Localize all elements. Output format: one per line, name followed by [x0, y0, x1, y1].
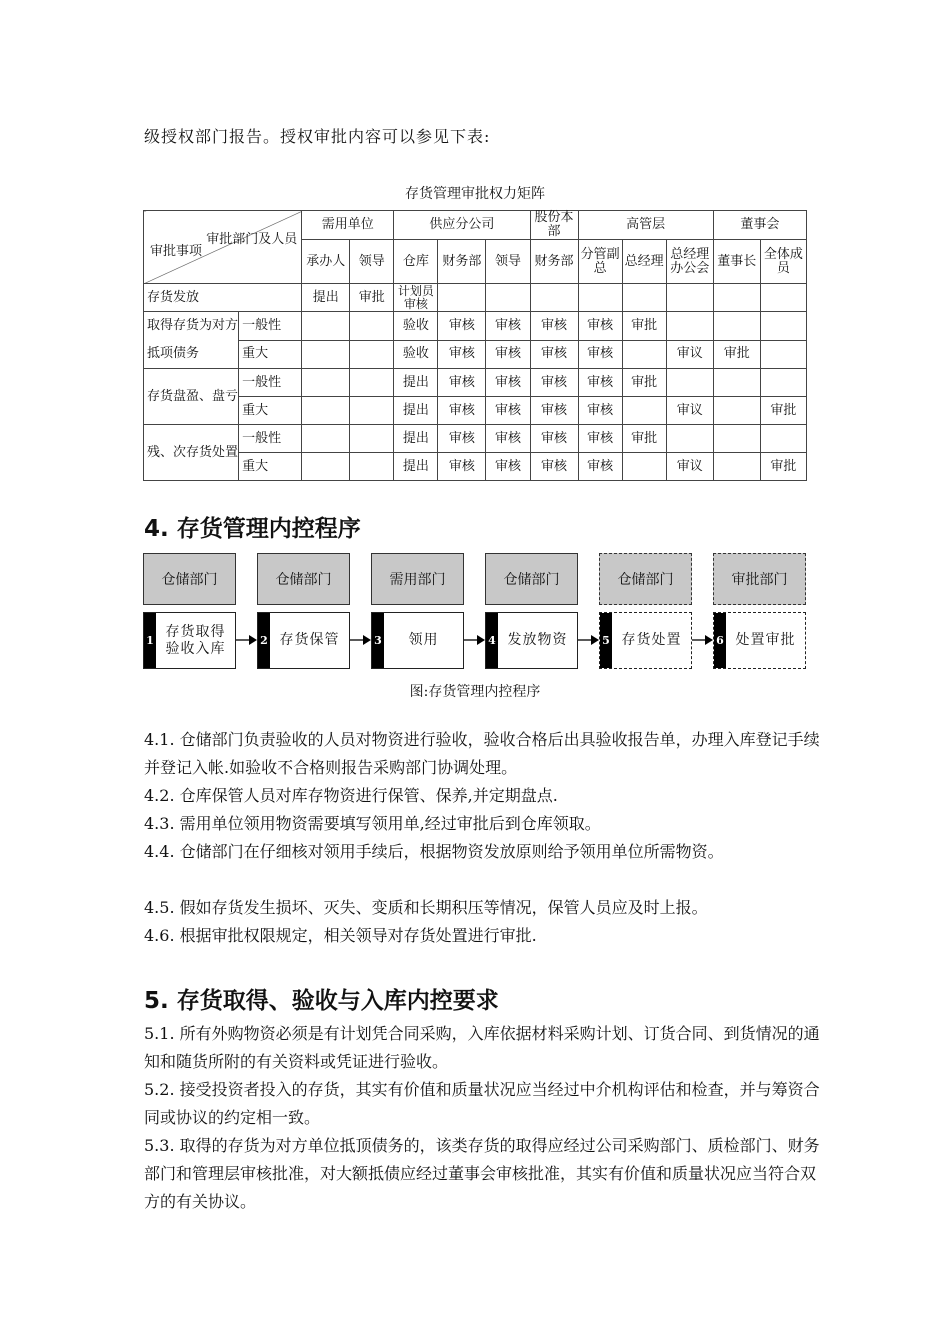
dept-box: 仓储部门: [257, 553, 350, 605]
table-cell: [438, 284, 486, 312]
group-header: 董事会: [713, 211, 806, 240]
table-cell: [713, 453, 760, 481]
column-header: 董事长: [713, 240, 760, 284]
table-cell: [486, 284, 530, 312]
table-cell: 审核: [578, 340, 622, 369]
table-cell: 审核: [438, 397, 486, 425]
table-cell: [760, 340, 806, 369]
table-cell: 审核: [578, 453, 622, 481]
step-number: 4: [486, 613, 498, 668]
table-cell: 审核: [578, 369, 622, 397]
step-label: 存货处置: [621, 632, 682, 648]
arrow-right-icon: [350, 633, 371, 647]
table-cell: 审核: [486, 425, 530, 453]
flow-step-3: [371, 612, 464, 669]
table-cell: 审核: [486, 312, 530, 341]
step-label: 领用: [408, 632, 439, 648]
table-cell: [666, 369, 713, 397]
item-cell: 存货盘盈、盘亏: [144, 369, 239, 425]
paragraph: 4.5. 假如存货发生损坏、灭失、变质和长期积压等情况，保管人员应及时上报。: [144, 898, 708, 917]
section-4-heading: 4. 存货管理内控程序: [144, 516, 361, 542]
arrow-right-icon: [578, 633, 599, 647]
group-header: 需用单位: [302, 211, 394, 240]
intro-text: 级授权部门报告。授权审批内容可以参见下表:: [144, 127, 491, 146]
paragraph: 4.3. 需用单位领用物资需要填写领用单,经过审批后到仓库领取。: [144, 814, 601, 833]
table-cell: 验收: [394, 312, 438, 341]
table-cell: 审核: [438, 425, 486, 453]
table-cell: [622, 340, 666, 369]
table-cell: [713, 425, 760, 453]
table-cell: [302, 453, 350, 481]
table-cell: 审核: [530, 453, 578, 481]
table-cell: 审核: [486, 397, 530, 425]
table-cell: [666, 425, 713, 453]
step-number: 3: [372, 613, 384, 668]
paragraph: 4.2. 仓库保管人员对库存物资进行保管、保养,并定期盘点.: [144, 786, 558, 805]
table-cell: 审核: [578, 312, 622, 341]
table-cell: [760, 369, 806, 397]
table-cell: [622, 284, 666, 312]
item-cell: 存货发放: [144, 284, 302, 312]
group-header: 高管层: [578, 211, 713, 240]
table-cell: [713, 369, 760, 397]
table-cell: [350, 453, 394, 481]
table-cell: [622, 453, 666, 481]
table-cell: 审核: [486, 369, 530, 397]
table-cell: [666, 284, 713, 312]
table-cell: 审批: [713, 340, 760, 369]
table-cell: 审核: [486, 340, 530, 369]
step-number: 5: [600, 613, 612, 668]
column-header: 全体成员: [760, 240, 806, 284]
dept-box: 仓储部门: [143, 553, 236, 605]
corner-bottom-label: 审批事项: [150, 244, 203, 259]
table-cell: 审批: [622, 425, 666, 453]
table-cell: [713, 397, 760, 425]
level-cell: 一般性: [239, 369, 302, 397]
corner-top-label: 审批部门及人员: [206, 232, 298, 247]
step-label: 存货取得验收入库: [165, 623, 226, 657]
column-header: 财务部: [438, 240, 486, 284]
table-corner-cell: [144, 211, 302, 284]
step-number: 6: [714, 613, 726, 668]
dept-box: 仓储部门: [599, 553, 692, 605]
level-cell: 重大: [239, 340, 302, 369]
table-cell: 审批: [350, 284, 394, 312]
column-header: 总经理: [622, 240, 666, 284]
table-cell: 审核: [438, 369, 486, 397]
column-header: 领导: [350, 240, 394, 284]
table-cell: [760, 425, 806, 453]
step-label: 存货保管: [279, 632, 340, 648]
column-header: 分管副总: [578, 240, 622, 284]
table-cell: 提出: [302, 284, 350, 312]
column-header: 领导: [486, 240, 530, 284]
table-cell: 计划员审核: [394, 284, 438, 312]
paragraph: 5.2. 接受投资者投入的存货，其实有价值和质量状况应当经过中介机构评估和检查，并与筹资合同或协议的约定相一致。: [144, 1080, 820, 1127]
table-cell: [350, 312, 394, 341]
table-cell: 审核: [438, 340, 486, 369]
table-cell: 审核: [530, 425, 578, 453]
table-cell: [350, 425, 394, 453]
flow-step-2: [257, 612, 350, 669]
paragraph: 4.1. 仓储部门负责验收的人员对物资进行验收，验收合格后出具验收报告单，办理入库登记手续并登记入帐.如验收不合格则报告采购部门协调处理。: [144, 730, 820, 777]
step-number: 1: [144, 613, 156, 668]
arrow-right-icon: [464, 633, 485, 647]
table-cell: [622, 397, 666, 425]
table-cell: 审核: [438, 312, 486, 341]
table-cell: 审批: [760, 397, 806, 425]
paragraph: 5.3. 取得的存货为对方单位抵顶债务的，该类存货的取得应经过公司采购部门、质检部门、财务部门和管理层审核批准，对大额抵债应经过董事会审核批准，其实有价值和质量状况应当符合双方的有关协议。: [144, 1136, 820, 1211]
table-cell: 审核: [578, 397, 622, 425]
table-cell: 审核: [530, 340, 578, 369]
table-cell: [530, 284, 578, 312]
table-cell: 审核: [530, 397, 578, 425]
table-cell: 审议: [666, 340, 713, 369]
table-cell: [350, 397, 394, 425]
paragraph: 4.6. 根据审批权限规定，相关领导对存货处置进行审批.: [144, 926, 537, 945]
table-caption: 存货管理审批权力矩阵: [405, 186, 545, 202]
table-cell: [302, 340, 350, 369]
paragraph: 5.1. 所有外购物资必须是有计划凭合同采购，入库依据材料采购计划、订货合同、到货情况的通知和随货所附的有关资料或凭证进行验收。: [144, 1024, 820, 1071]
item-cell: 取得存货为对方抵项债务: [144, 312, 239, 369]
arrow-right-icon: [236, 633, 257, 647]
step-label: 发放物资: [507, 632, 568, 648]
figure-caption: 图:存货管理内控程序: [409, 684, 541, 700]
table-cell: 审批: [622, 369, 666, 397]
table-cell: 审议: [666, 397, 713, 425]
column-header: 承办人: [302, 240, 350, 284]
column-header: 仓库: [394, 240, 438, 284]
table-cell: [666, 312, 713, 341]
table-cell: [302, 425, 350, 453]
table-cell: [760, 312, 806, 341]
column-header: 财务部: [530, 240, 578, 284]
table-cell: 审核: [530, 369, 578, 397]
table-cell: 提出: [394, 425, 438, 453]
item-cell: 残、次存货处置: [144, 425, 239, 481]
step-label: 处置审批: [735, 632, 796, 648]
flow-step-6: [713, 612, 806, 669]
table-cell: [350, 340, 394, 369]
table-cell: 审核: [578, 425, 622, 453]
table-cell: 提出: [394, 397, 438, 425]
table-cell: [302, 369, 350, 397]
arrow-right-icon: [692, 633, 713, 647]
level-cell: 一般性: [239, 425, 302, 453]
dept-box: 仓储部门: [485, 553, 578, 605]
table-cell: 审核: [530, 312, 578, 341]
table-cell: [713, 284, 760, 312]
section-5-heading: 5. 存货取得、验收与入库内控要求: [144, 988, 499, 1014]
table-cell: 审批: [760, 453, 806, 481]
dept-box: 需用部门: [371, 553, 464, 605]
table-cell: 提出: [394, 369, 438, 397]
flow-step-5: [599, 612, 692, 669]
table-cell: [578, 284, 622, 312]
paragraph: 4.4. 仓储部门在仔细核对领用手续后，根据物资发放原则给予领用单位所需物资。: [144, 842, 724, 861]
table-cell: 审批: [622, 312, 666, 341]
step-number: 2: [258, 613, 270, 668]
level-cell: 一般性: [239, 312, 302, 341]
table-cell: 审议: [666, 453, 713, 481]
group-header: 供应分公司: [394, 211, 530, 240]
table-cell: 审核: [438, 453, 486, 481]
table-cell: [760, 284, 806, 312]
group-header: 股份本部: [530, 211, 578, 240]
table-cell: 提出: [394, 453, 438, 481]
level-cell: 重大: [239, 397, 302, 425]
column-header: 总经理办公会: [666, 240, 713, 284]
table-cell: [713, 312, 760, 341]
dept-box: 审批部门: [713, 553, 806, 605]
flow-step-4: [485, 612, 578, 669]
table-cell: 审核: [486, 453, 530, 481]
table-cell: 验收: [394, 340, 438, 369]
level-cell: 重大: [239, 453, 302, 481]
flow-step-1: [143, 612, 236, 669]
approval-matrix-table: [143, 210, 807, 481]
table-cell: [302, 312, 350, 341]
table-cell: [350, 369, 394, 397]
table-cell: [302, 397, 350, 425]
